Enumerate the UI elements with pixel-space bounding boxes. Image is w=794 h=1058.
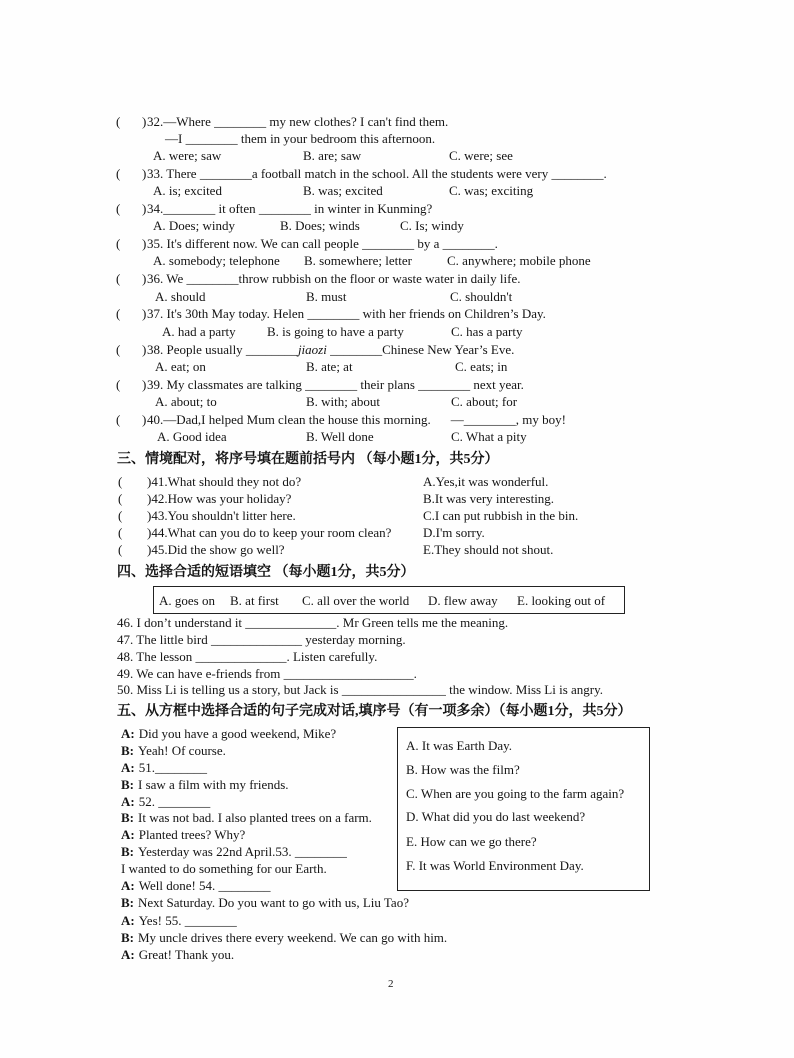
matching-row-45 <box>0 541 794 558</box>
question-39-options <box>0 393 794 410</box>
question-34-stem <box>116 200 432 217</box>
question-33-stem <box>116 165 607 182</box>
section-4-title: 四、选择合适的短语填空 （每小题1分，共5分） <box>117 565 415 580</box>
question-text: 34.________ it often ________ in winter in Kunming? <box>147 201 433 216</box>
dialogue-text: My uncle drives there every weekend. We can go with him. <box>138 930 448 945</box>
question-text-before: 38. People usually ________ <box>147 342 298 357</box>
option-a: A. had a party <box>162 324 236 339</box>
matching-question <box>118 490 291 507</box>
answer-bracket-close: ) <box>147 542 152 557</box>
speaker-label: A: <box>121 947 135 962</box>
answer-bracket-close: ) <box>142 201 147 216</box>
matching-question-text: 45.Did the show go well? <box>151 542 285 557</box>
dialogue-text: Yesterday was 22nd April.53. ________ <box>138 844 347 859</box>
answer-bracket-close: ) <box>142 306 147 321</box>
dialogue-line <box>121 793 210 810</box>
question-text: 37. It's 30th May today. Helen ________ with her friends on Children’s Day. <box>147 306 546 321</box>
option-c: C. anywhere; mobile phone <box>447 253 591 268</box>
answer-bracket-open: ( <box>116 412 121 427</box>
sentence-option: B. How was the film? <box>406 762 520 777</box>
dialogue-text: Yes! 55. ________ <box>138 913 237 928</box>
question-reply-text: —________, my boy! <box>450 412 566 427</box>
answer-bracket-close: ) <box>142 166 147 181</box>
answer-bracket-open: ( <box>118 474 123 489</box>
phrase-box <box>153 586 625 614</box>
speaker-label: B: <box>121 930 134 945</box>
speaker-label: A: <box>121 913 135 928</box>
answer-bracket-open: ( <box>118 508 123 523</box>
matching-answer: E.They should not shout. <box>423 542 554 557</box>
dialogue-line <box>121 946 234 963</box>
dialogue-line <box>121 742 226 759</box>
option-b: B. with; about <box>306 394 381 409</box>
phrase-option: A. goes on <box>159 593 215 608</box>
matching-answer: A.Yes,it was wonderful. <box>423 474 549 489</box>
answer-bracket-open: ( <box>116 236 121 251</box>
matching-question <box>118 541 285 558</box>
matching-question-text: 42.How was your holiday? <box>151 491 292 506</box>
option-a: A. were; saw <box>153 148 222 163</box>
question-35-stem <box>116 235 498 252</box>
matching-row-41 <box>0 473 794 490</box>
option-c: C. was; exciting <box>449 183 534 198</box>
option-c: C. eats; in <box>455 359 508 374</box>
section-5-title: 五、从方框中选择合适的句子完成对话,填序号（有一项多余）（每小题1分，共5分） <box>117 704 632 719</box>
option-b: B. ate; at <box>306 359 353 374</box>
answer-bracket-close: ) <box>142 412 147 427</box>
speaker-label: A: <box>121 878 135 893</box>
matching-question-text: 44.What can you do to keep your room clean? <box>151 525 392 540</box>
speaker-label: A: <box>121 726 135 741</box>
dialogue-line <box>121 912 237 929</box>
answer-bracket-open: ( <box>116 201 121 216</box>
dialogue-text: Great! Thank you. <box>138 947 235 962</box>
dialogue-text: 52. ________ <box>138 794 211 809</box>
dialogue-text: I wanted to do something for our Earth. <box>121 861 327 876</box>
option-b: B. is going to have a party <box>267 324 404 339</box>
speaker-label: B: <box>121 895 134 910</box>
question-32-options <box>0 147 794 164</box>
dialogue-text: Planted trees? Why? <box>138 827 246 842</box>
answer-bracket-close: ) <box>147 474 152 489</box>
speaker-label: A: <box>121 760 135 775</box>
speaker-label: A: <box>121 827 135 842</box>
answer-bracket-close: ) <box>147 491 152 506</box>
fill-item-50: 50. Miss Li is telling us a story, but Jack is ________________ the window. Miss Li is angry. <box>117 682 604 697</box>
answer-bracket-close: ) <box>142 236 147 251</box>
section-3-title: 三、情境配对，将序号填在题前括号内 （每小题1分，共5分） <box>117 452 499 467</box>
option-a: A. should <box>155 289 206 304</box>
question-text-italic: jiaozi <box>297 342 327 357</box>
dialogue-text: Next Saturday. Do you want to go with us, Liu Tao? <box>138 895 409 910</box>
question-37-options <box>0 323 794 340</box>
phrase-option: E. looking out of <box>517 593 606 608</box>
question-37-stem <box>116 305 546 322</box>
dialogue-line <box>121 860 327 877</box>
question-text: 40.—Dad,I helped Mum clean the house this morning. <box>147 412 431 427</box>
question-text: 36. We ________throw rubbish on the floor or waste water in daily life. <box>147 271 521 286</box>
answer-bracket-close: ) <box>142 377 147 392</box>
question-38-stem <box>116 341 514 358</box>
speaker-label: B: <box>121 743 134 758</box>
option-a: A. eat; on <box>155 359 206 374</box>
matching-question-text: 43.You shouldn't litter here. <box>151 508 296 523</box>
answer-bracket-open: ( <box>116 306 121 321</box>
dialogue-line <box>121 776 289 793</box>
matching-answer: C.I can put rubbish in the bin. <box>423 508 579 523</box>
answer-bracket-close: ) <box>142 114 147 129</box>
question-38-options <box>0 358 794 375</box>
matching-row-43 <box>0 507 794 524</box>
dialogue-text: Yeah! Of course. <box>138 743 226 758</box>
sentence-option: E. How can we go there? <box>406 834 537 849</box>
option-c: C. were; see <box>449 148 513 163</box>
sentence-option: A. It was Earth Day. <box>406 738 513 753</box>
question-39-stem <box>116 376 524 393</box>
dialogue-line <box>121 809 372 826</box>
matching-answer: B.It was very interesting. <box>423 491 555 506</box>
option-c: C. Is; windy <box>400 218 464 233</box>
page-number: 2 <box>388 978 394 990</box>
question-36-options <box>0 288 794 305</box>
option-a: A. Does; windy <box>153 218 235 233</box>
matching-question <box>118 507 296 524</box>
answer-bracket-close: ) <box>147 508 152 523</box>
option-c: C. shouldn't <box>450 289 513 304</box>
answer-bracket-open: ( <box>118 542 123 557</box>
option-a: A. about; to <box>155 394 217 409</box>
dialogue-line <box>121 725 336 742</box>
option-b: B. Well done <box>306 429 374 444</box>
question-35-options <box>0 252 794 269</box>
answer-bracket-open: ( <box>118 525 123 540</box>
option-a: A. somebody; telephone <box>153 253 280 268</box>
option-b: B. Does; winds <box>280 218 360 233</box>
option-a: A. is; excited <box>153 183 222 198</box>
question-text-after: ________Chinese New Year’s Eve. <box>326 342 515 357</box>
dialogue-text: Did you have a good weekend, Mike? <box>138 726 337 741</box>
option-b: B. must <box>306 289 347 304</box>
dialogue-line <box>121 894 409 911</box>
dialogue-text: It was not bad. I also planted trees on a farm. <box>138 810 372 825</box>
dialogue-text: 51.________ <box>138 760 207 775</box>
option-c: C. has a party <box>451 324 523 339</box>
question-40-stem <box>116 411 566 428</box>
question-text: 39. My classmates are talking ________ their plans ________ next year. <box>147 377 524 392</box>
question-34-options <box>0 217 794 234</box>
matching-answer: D.I'm sorry. <box>423 525 485 540</box>
fill-item-48: 48. The lesson ______________. Listen carefully. <box>117 649 378 664</box>
matching-row-44 <box>0 524 794 541</box>
question-33-options <box>0 182 794 199</box>
sentence-option: D. What did you do last weekend? <box>406 809 586 824</box>
answer-bracket-open: ( <box>116 377 121 392</box>
matching-row-42 <box>0 490 794 507</box>
question-text: 33. There ________a football match in the school. All the students were very ________. <box>147 166 607 181</box>
sentence-option-box <box>397 727 650 891</box>
question-32-stem-line2: —I ________ them in your bedroom this afternoon. <box>165 131 436 146</box>
dialogue-line <box>121 929 447 946</box>
fill-item-49: 49. We can have e-friends from ____________________. <box>117 666 417 681</box>
dialogue-line <box>121 826 245 843</box>
answer-bracket-open: ( <box>116 166 121 181</box>
dialogue-line <box>121 843 347 860</box>
fill-item-46: 46. I don’t understand it ______________. Mr Green tells me the meaning. <box>117 615 509 630</box>
matching-question <box>118 524 391 541</box>
phrase-option: B. at first <box>230 593 279 608</box>
dialogue-line <box>121 877 271 894</box>
option-c: C. about; for <box>451 394 518 409</box>
dialogue-text: I saw a film with my friends. <box>138 777 289 792</box>
phrase-option: C. all over the world <box>302 593 410 608</box>
option-b: B. somewhere; letter <box>304 253 412 268</box>
answer-bracket-open: ( <box>116 271 121 286</box>
option-c: C. What a pity <box>451 429 527 444</box>
answer-bracket-open: ( <box>116 114 121 129</box>
question-text: 32.—Where ________ my new clothes? I can't find them. <box>147 114 449 129</box>
answer-bracket-close: ) <box>142 342 147 357</box>
matching-question <box>118 473 301 490</box>
speaker-label: B: <box>121 810 134 825</box>
question-40-options <box>0 428 794 445</box>
answer-bracket-open: ( <box>116 342 121 357</box>
answer-bracket-close: ) <box>142 271 147 286</box>
option-b: B. was; excited <box>303 183 383 198</box>
question-text: 35. It's different now. We can call people ________ by a ________. <box>147 236 498 251</box>
question-36-stem <box>116 270 520 287</box>
option-a: A. Good idea <box>157 429 227 444</box>
fill-item-47: 47. The little bird ______________ yesterday morning. <box>117 632 406 647</box>
speaker-label: B: <box>121 844 134 859</box>
question-32-stem <box>116 113 448 130</box>
sentence-option: C. When are you going to the farm again? <box>406 786 625 801</box>
dialogue-text: Well done! 54. ________ <box>138 878 271 893</box>
option-b: B. are; saw <box>303 148 362 163</box>
dialogue-line <box>121 759 207 776</box>
speaker-label: B: <box>121 777 134 792</box>
matching-question-text: 41.What should they not do? <box>151 474 302 489</box>
phrase-option: D. flew away <box>428 593 498 608</box>
sentence-option: F. It was World Environment Day. <box>406 858 584 873</box>
answer-bracket-close: ) <box>147 525 152 540</box>
answer-bracket-open: ( <box>118 491 123 506</box>
speaker-label: A: <box>121 794 135 809</box>
